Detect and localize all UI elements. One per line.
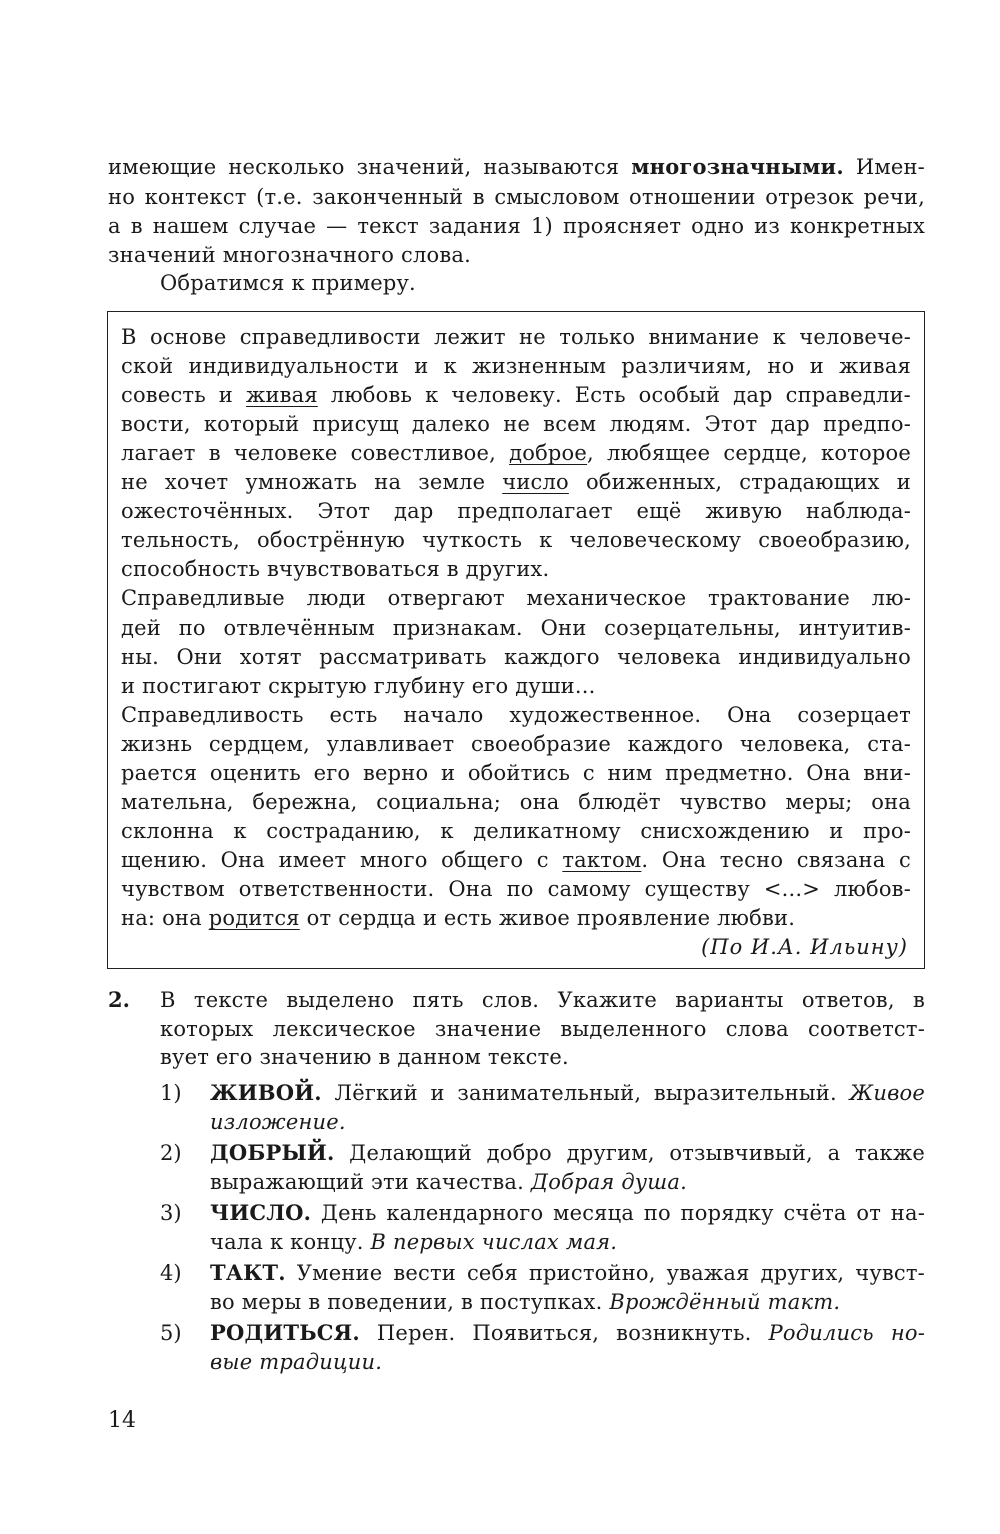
highlighted-word-chislo: число [502,470,569,494]
passage-line: вости, который присущ далеко не всем людям. Этот дар предпо- [121,412,911,436]
highlighted-word-taktom: тактом [562,848,642,872]
option-1-line-2: изложение. [210,1110,346,1134]
passage-line: Справедливые люди отвергают механическое трактование лю- [121,586,911,610]
option-1-line-1: ЖИВОЙ. Лёгкий и занимательный, выразительный. Живое [210,1080,925,1105]
option-3-line-1: ЧИСЛО. День календарного месяца по порядку счёта от на- [210,1200,925,1225]
page-number: 14 [108,1408,136,1433]
intro-line-5: Обратимся к примеру. [160,271,416,295]
passage-line: лагает в человеке совестливое, доброе, любящее сердце, которое [121,441,911,465]
option-word: РОДИТЬСЯ. [210,1320,360,1345]
option-5-line-1: РОДИТЬСЯ. Перен. Появиться, возникнуть. Родились но- [210,1320,925,1345]
passage-line: рается оценить его верно и обойтись с ним предметно. Она вни- [121,761,911,785]
passage-line: ской индивидуальности и к жизненным различиям, но и живая [121,354,911,378]
option-2-line-2: выражающий эти качества. Добрая душа. [210,1170,687,1194]
option-4-line-1: ТАКТ. Умение вести себя пристойно, уважая других, чувст- [210,1260,925,1285]
task-line-2: которых лексическое значение выделенного слова соответст- [160,1017,925,1041]
option-5-line-2: вые традиции. [210,1350,383,1374]
passage-line: В основе справедливости лежит не только внимание к человече- [121,325,911,349]
passage-line: щению. Она имеет много общего с тактом. Она тесно связана с [121,848,911,872]
passage-line: мательна, бережна, социальна; она блюдёт чувство меры; она [121,790,911,814]
passage-line: дей по отвлечённым признакам. Они созерцательны, интуитив- [121,616,911,640]
task-line-3: вует его значению в данном тексте. [160,1045,569,1069]
option-word: ТАКТ. [210,1260,286,1285]
option-number: 5) [160,1321,182,1345]
option-number: 2) [160,1141,182,1165]
highlighted-word-dobroe: доброе [509,441,588,465]
option-word: ЧИСЛО. [210,1200,312,1225]
option-number: 1) [160,1081,182,1105]
task-number: 2. [108,987,130,1012]
intro-line-4: значений многозначного слова. [108,243,471,267]
passage-line: совесть и живая любовь к человеку. Есть особый дар справедли- [121,383,911,407]
term-polysemous: многозначными. [631,154,844,179]
passage-source: (По И.А. Ильину) [701,935,908,959]
passage-line: ожесточённых. Этот дар предполагает ещё живую наблюда- [121,499,911,523]
passage-line: на: она родится от сердца и есть живое проявление любви. [121,906,796,930]
passage-line: Справедливость есть начало художественное. Она созерцает [121,703,911,727]
option-2-line-1: ДОБРЫЙ. Делающий добро другим, отзывчивый, а также [210,1140,925,1165]
option-4-line-2: во меры в поведении, в поступках. Врождённый такт. [210,1290,841,1314]
passage-line: не хочет умножать на земле число обиженных, страдающих и [121,470,911,494]
passage-line: чувством ответственности. Она по самому существу <...> любов- [121,877,911,901]
intro-line-2: но контекст (т.е. законченный в смысловом отношении отрезок речи, [108,185,925,209]
intro-line-3: а в нашем случае — текст задания 1) проясняет одно из конкретных [108,214,925,238]
option-3-line-2: чала к концу. В первых числах мая. [210,1230,618,1254]
highlighted-word-zhivaya: живая [245,383,318,407]
passage-line: и постигают скрытую глубину его души... [121,674,596,698]
option-word: ДОБРЫЙ. [210,1140,335,1165]
passage-line: склонна к состраданию, к деликатному снисхождению и про- [121,819,911,843]
passage-line: способность вчувствоваться в других. [121,557,550,581]
task-line-1: В тексте выделено пять слов. Укажите варианты ответов, в [160,988,925,1012]
option-number: 4) [160,1261,182,1285]
passage-line: тельность, обострённую чуткость к человеческому своеобразию, [121,528,911,552]
intro-line-1: имеющие несколько значений, называются многозначными. Имен- [108,154,925,179]
passage-line: ны. Они хотят рассматривать каждого человека индивидуально [121,645,911,669]
option-word: ЖИВОЙ. [210,1080,322,1105]
highlighted-word-roditsya: родится [208,906,300,930]
option-number: 3) [160,1201,182,1225]
passage-line: жизнь сердцем, улавливает своеобразие каждого человека, ста- [121,732,911,756]
